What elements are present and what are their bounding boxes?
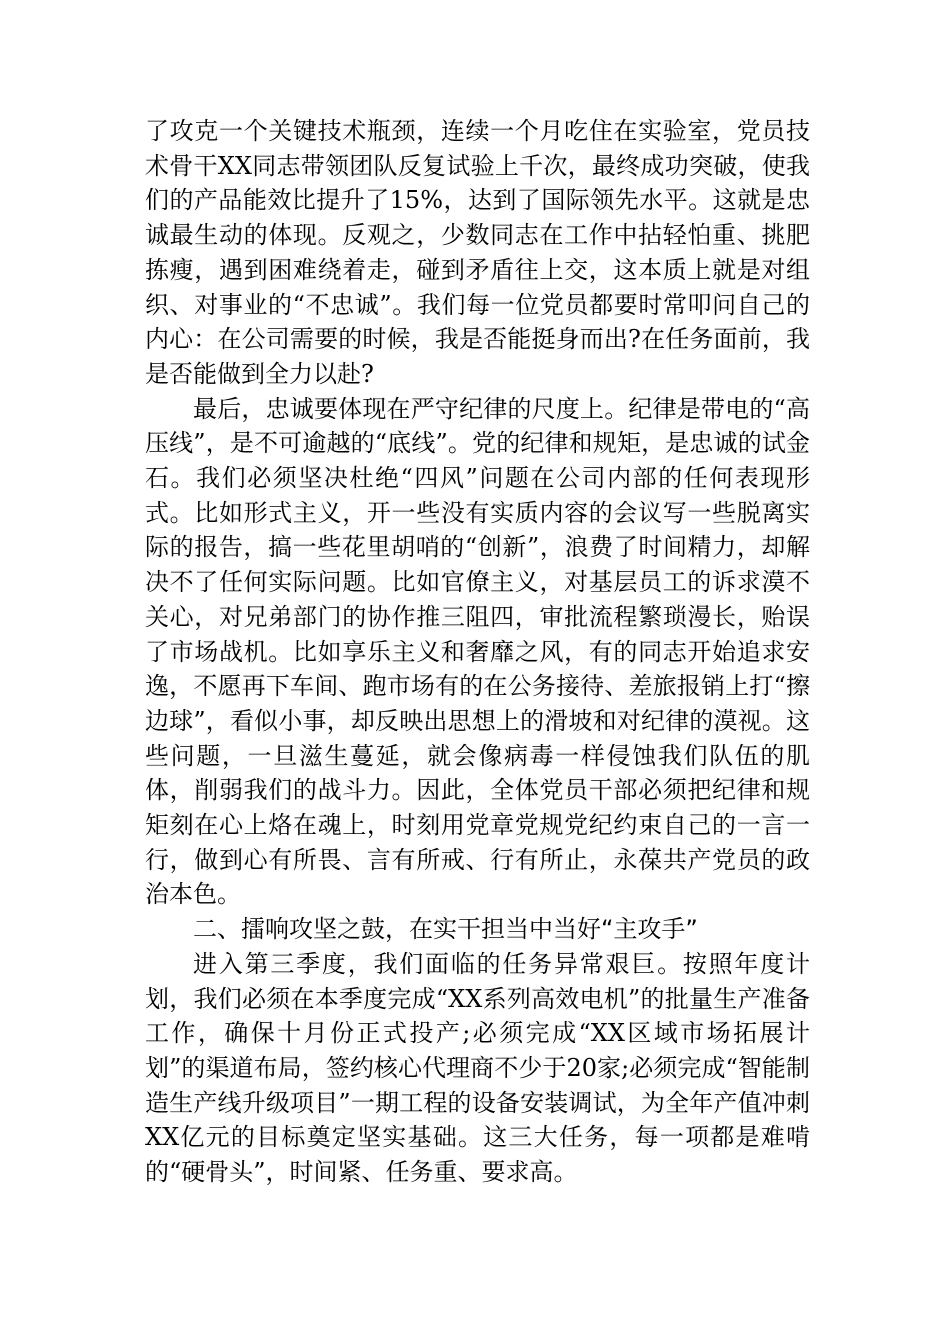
body-paragraph-continuation: 了攻克一个关键技术瓶颈，连续一个月吃住在实验室，党员技术骨干XX同志带领团队反复试验上千次，最终成功突破，使我们的产品能效比提升了15%，达到了国际领先水平。这就是忠诚最生动的体现。反观之，少数同志在工作中拈轻怕重、挑肥拣瘦，遇到困难绕着走，碰到矛盾往上交，这本质上就是对组织、对事业的“不忠诚”。我们每一位党员都要时常叩问自己的内心：在公司需要的时候，我是否能挺身而出?在任务面前，我是否能做到全力以赴? xyxy=(145,117,810,388)
body-paragraph-discipline: 最后，忠诚要体现在严守纪律的尺度上。纪律是带电的“高压线”，是不可逾越的“底线”。党的纪律和规矩，是忠诚的试金石。我们必须坚决杜绝“四风”问题在公司内部的任何表现形式。比如形式主义，开一些没有实质内容的会议写一些脱离实际的报告，搞一些花里胡哨的“创新”，浪费了时间精力，却解决不了任何实际问题。比如官僚主义，对基层员工的诉求漠不关心，对兄弟部门的协作推三阻四，审批流程繁琐漫长，贻误了市场战机。比如享乐主义和奢靡之风，有的同志开始追求安逸，不愿再下车间、跑市场有的在公务接待、差旅报销上打“擦边球”，看似小事，却反映出思想上的滑坡和对纪律的漠视。这些问题，一旦滋生蔓延，就会像病毒一样侵蚀我们队伍的肌体，削弱我们的战斗力。因此，全体党员干部必须把纪律和规矩刻在心上烙在魂上，时刻用党章党规党纪约束自己的一言一行，做到心有所畏、言有所戒、行有所止，永葆共产党员的政治本色。 xyxy=(145,394,810,909)
body-paragraph-third-quarter: 进入第三季度，我们面临的任务异常艰巨。按照年度计划，我们必须在本季度完成“XX系列高效电机”的批量生产准备工作，确保十月份正式投产;必须完成“XX区域市场拓展计划”的渠道布局，签约核心代理商不少于20家;必须完成“智能制造生产线升级项目”一期工程的设备安装调试，为全年产值冲刺XX亿元的目标奠定坚实基础。这三大任务，每一项都是难啃的“硬骨头”，时间紧、任务重、要求高。 xyxy=(145,949,810,1187)
document-page xyxy=(145,114,810,1190)
section-heading: 二、擂响攻坚之鼓，在实干担当中当好“主攻手” xyxy=(193,915,698,944)
